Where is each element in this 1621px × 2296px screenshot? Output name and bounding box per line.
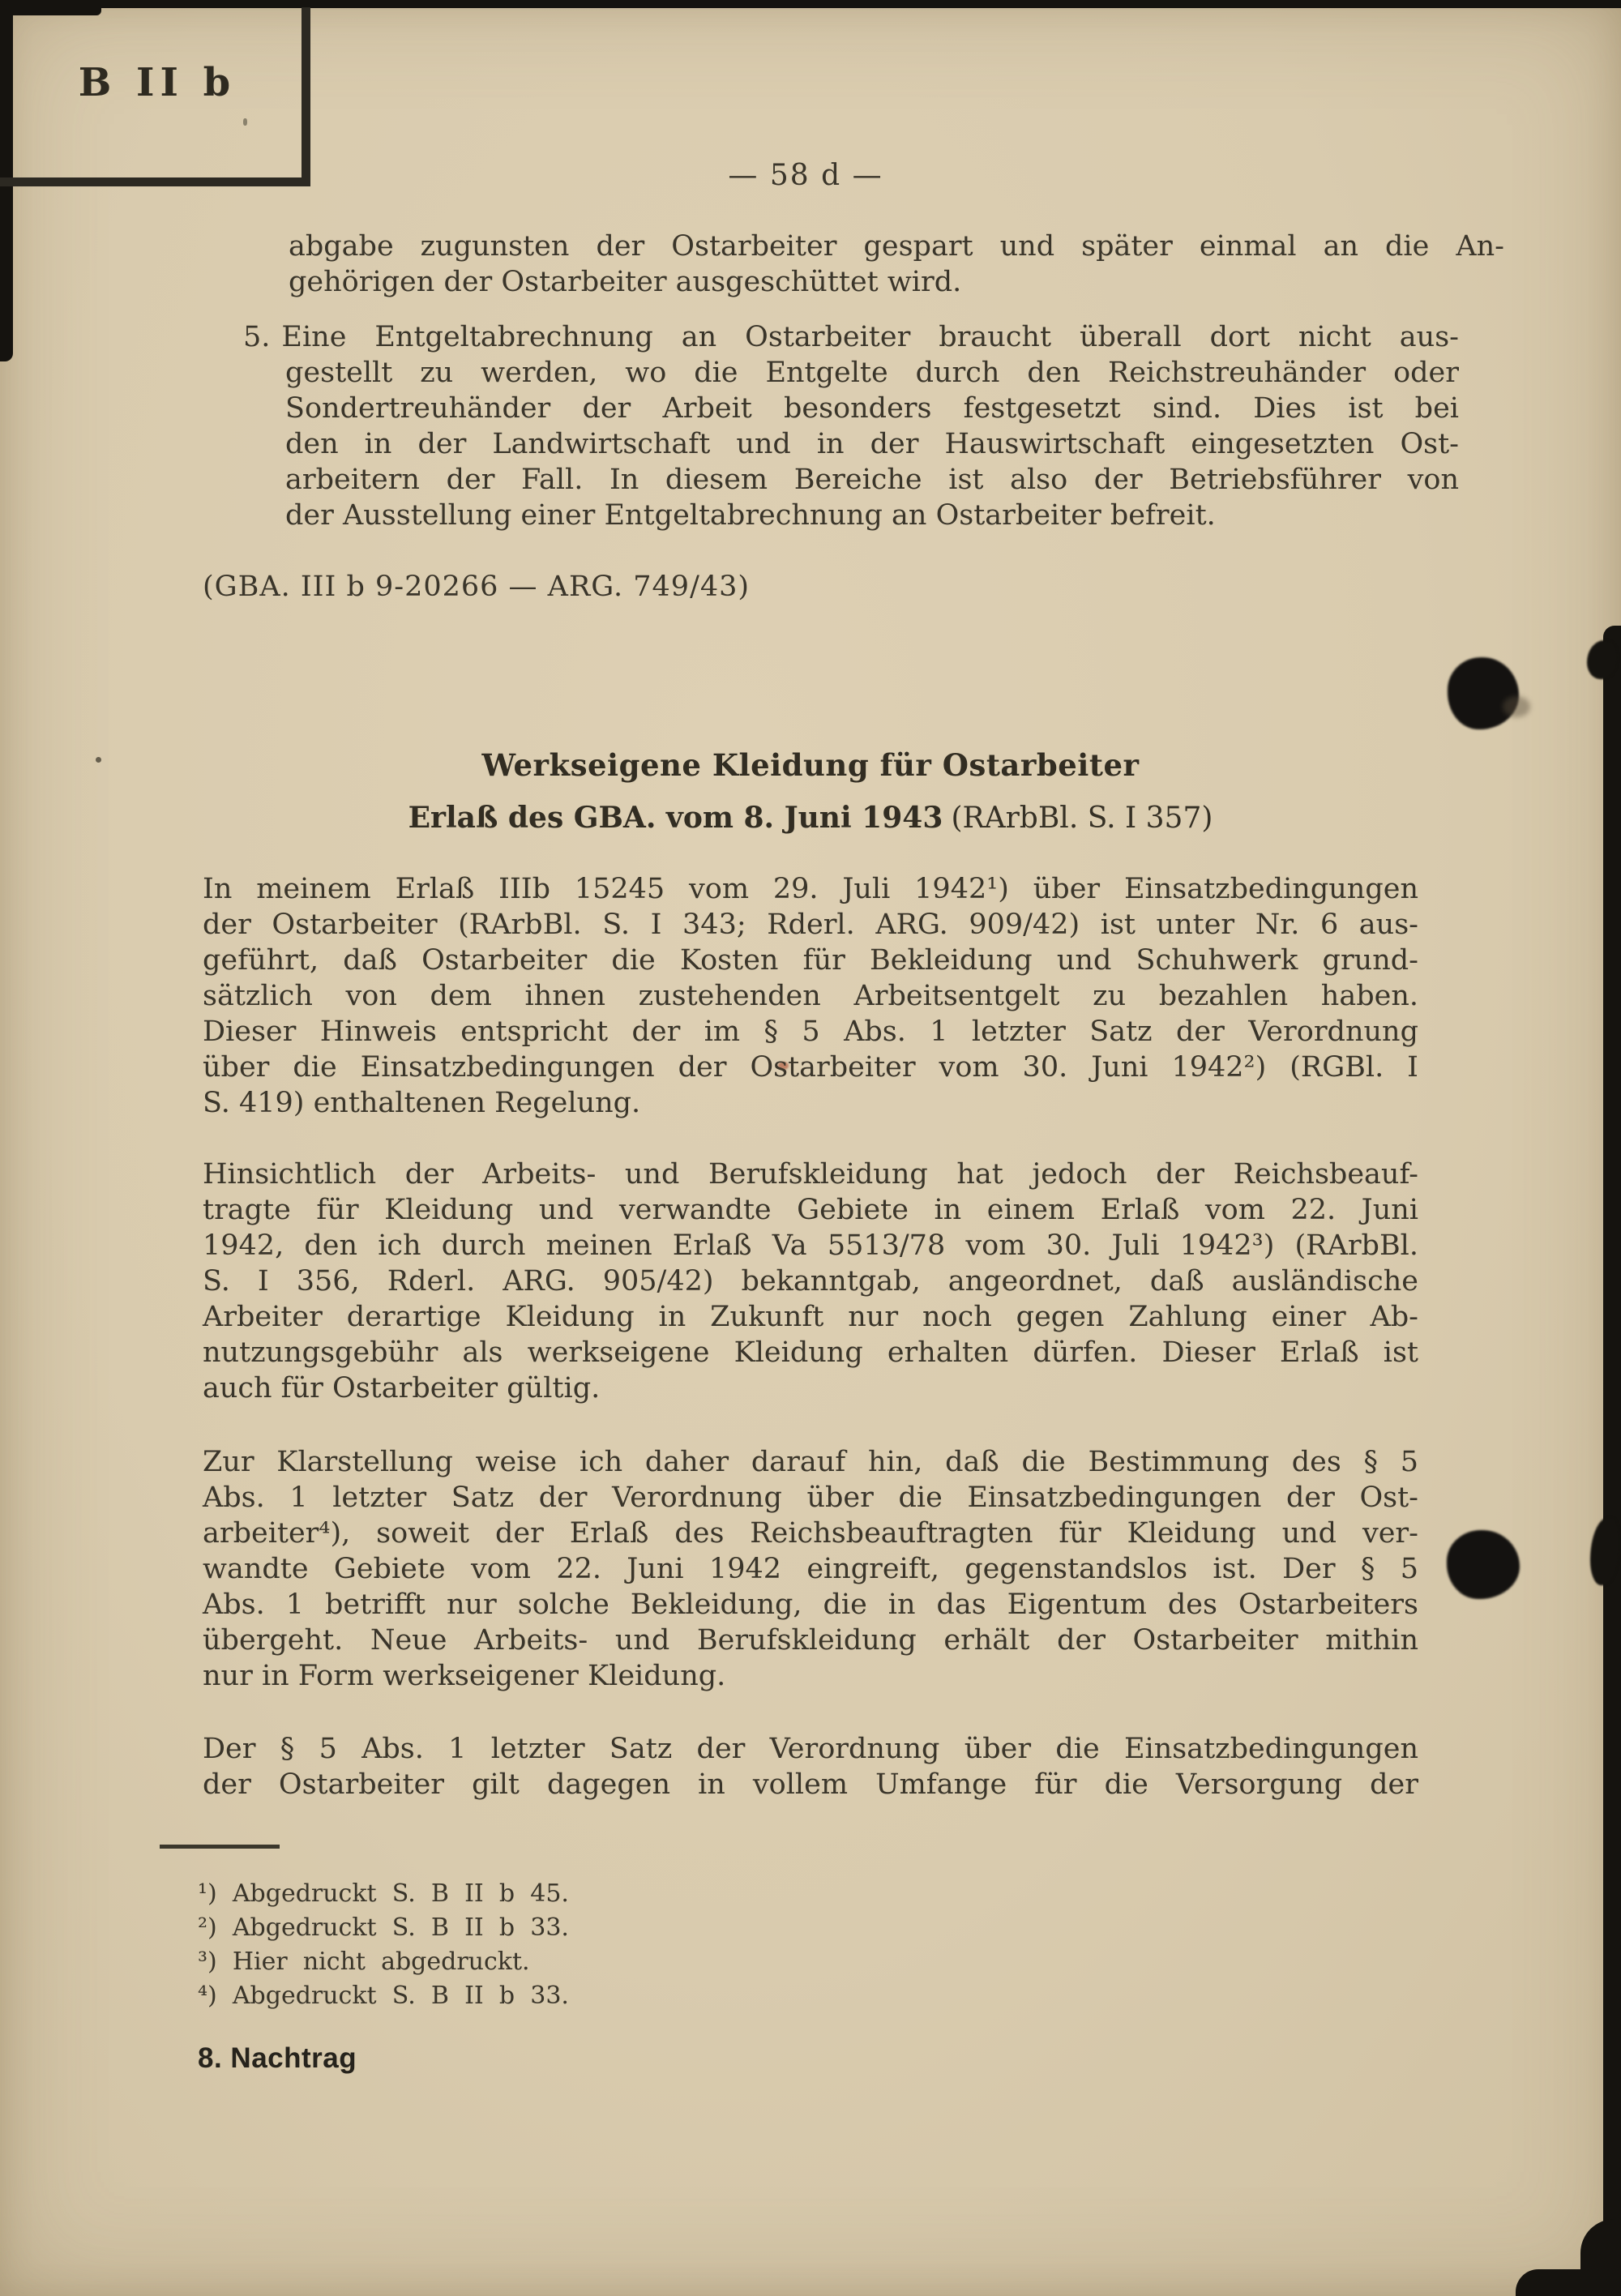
list-item-5: [203, 319, 1459, 533]
text-line: Zur Klarstellung weise ich daher darauf hin, daß die Bestimmung des § 5: [203, 1446, 1418, 1478]
paragraph-3: [203, 1444, 1418, 1694]
decree-subtitle-reference: (RArbBl. S. I 357): [951, 802, 1213, 835]
paragraph-2: [203, 1157, 1418, 1406]
text-line: Hinsichtlich der Arbeits- und Berufskleidung hat jedoch der Reichsbeauf-: [203, 1158, 1418, 1191]
paragraph-1: [203, 871, 1418, 1121]
text-line: geführt, daß Ostarbeiter die Kosten für Bekleidung und Schuhwerk grund-: [203, 944, 1418, 977]
footnote-line: ⁴) Abgedruckt S. B II b 33.: [198, 1982, 569, 2010]
text-line: über die Einsatzbedingungen der Ostarbeiter vom 30. Juni 1942²) (RGBl. I: [203, 1051, 1418, 1084]
text-line: der Ostarbeiter gilt dagegen in vollem Umfange für die Versorgung der: [203, 1768, 1418, 1801]
text-line: wandte Gebiete vom 22. Juni 1942 eingreift, gegenstandslos ist. Der § 5: [203, 1553, 1418, 1585]
text-line: arbeiter⁴), soweit der Erlaß des Reichsbeauftragten für Kleidung und ver-: [203, 1517, 1418, 1550]
text-line: S. 419) enthaltenen Regelung.: [203, 1087, 641, 1119]
text-line: Abs. 1 betrifft nur solche Bekleidung, die in das Eigentum des Ostarbeiters: [203, 1588, 1418, 1621]
paragraph-continuation: [203, 229, 1504, 300]
paper-speck: [243, 118, 247, 126]
scan-edge-bottom-right: [1516, 2269, 1621, 2296]
decree-subtitle-bold: Erlaß des GBA. vom 8. Juni 1943: [408, 801, 943, 835]
hole-punch-bottom: [1447, 1530, 1520, 1599]
text-line: der Ausstellung einer Entgeltabrechnung an Ostarbeiter befreit.: [285, 499, 1216, 532]
paragraph-4: [203, 1731, 1418, 1802]
text-line: Der § 5 Abs. 1 letzter Satz der Verordnung über die Einsatzbedingungen: [203, 1733, 1418, 1765]
paper-speck: [96, 757, 101, 763]
text-line: Dieser Hinweis entspricht der im § 5 Abs. 1 letzter Satz der Verordnung: [203, 1015, 1418, 1048]
text-line: [243, 319, 1459, 355]
section-label: B II b: [78, 60, 237, 105]
text-line: übergeht. Neue Arbeits- und Berufskleidung erhält der Ostarbeiter mithin: [203, 1624, 1418, 1657]
text-line: tragte für Kleidung und verwandte Gebiete in einem Erlaß vom 22. Juni: [203, 1194, 1418, 1226]
list-item-number: 5.: [243, 321, 271, 353]
text-line: Arbeiter derartige Kleidung in Zukunft nur noch gegen Zahlung einer Ab-: [203, 1301, 1418, 1333]
footnote-line: ²) Abgedruckt S. B II b 33.: [198, 1913, 569, 1942]
text-segment: Eine Entgeltabrechnung an Ostarbeiter braucht überall dort nicht aus-: [281, 321, 1459, 353]
text-line: Abs. 1 letzter Satz der Verordnung über die Einsatzbedingungen der Ost-: [203, 1481, 1418, 1514]
text-line: gehörigen der Ostarbeiter ausgeschüttet wird.: [289, 266, 962, 298]
scan-edge-top: [0, 0, 1621, 8]
footnote-line: ³) Hier nicht abgedruckt.: [198, 1948, 530, 1976]
footnotes: [198, 1877, 1170, 2013]
text-line: den in der Landwirtschaft und in der Hauswirtschaft eingesetzten Ost-: [285, 428, 1459, 460]
text-line: gestellt zu werden, wo die Entgelte durch den Reichstreuhänder oder: [285, 357, 1459, 389]
scan-edge-right-band: [1603, 626, 1621, 2296]
text-line: Sondertreuhänder der Arbeit besonders festgesetzt sind. Dies ist bei: [285, 392, 1459, 425]
text-line: In meinem Erlaß IIIb 15245 vom 29. Juli 1942¹) über Einsatzbedingungen: [203, 873, 1418, 905]
text-line: abgabe zugunsten der Ostarbeiter gespart und später einmal an die An-: [289, 230, 1504, 263]
supplement-footer: 8. Nachtrag: [198, 2042, 357, 2074]
decree-title: Werkseigene Kleidung für Ostarbeiter: [481, 747, 1140, 783]
text-line: S. I 356, Rderl. ARG. 905/42) bekanntgab, angeordnet, daß ausländische: [203, 1265, 1418, 1298]
footnote-line: ¹) Abgedruckt S. B II b 45.: [198, 1879, 569, 1908]
text-line: sätzlich von dem ihnen zustehenden Arbeitsentgelt zu bezahlen haben.: [203, 980, 1418, 1012]
footnote-separator: [160, 1845, 280, 1849]
page-number: — 58 d —: [728, 159, 883, 192]
scan-edge-top-left: [0, 0, 101, 15]
text-line: nutzungsgebühr als werkseigene Kleidung erhalten dürfen. Dieser Erlaß ist: [203, 1336, 1418, 1369]
decree-reference: (GBA. III b 9-20266 — ARG. 749/43): [203, 571, 751, 603]
text-line: arbeitern der Fall. In diesem Bereiche ist also der Betriebsführer von: [285, 464, 1459, 496]
decree-subtitle: [203, 801, 1418, 835]
hole-punch-top: [1448, 657, 1519, 729]
text-line: der Ostarbeiter (RArbBl. S. I 343; Rderl. ARG. 909/42) ist unter Nr. 6 aus-: [203, 909, 1418, 941]
text-line: nur in Form werkseigener Kleidung.: [203, 1660, 726, 1692]
text-line: auch für Ostarbeiter gültig.: [203, 1372, 601, 1405]
text-line: 1942, den ich durch meinen Erlaß Va 5513/78 vom 30. Juli 1942³) (RArbBl.: [203, 1229, 1418, 1262]
